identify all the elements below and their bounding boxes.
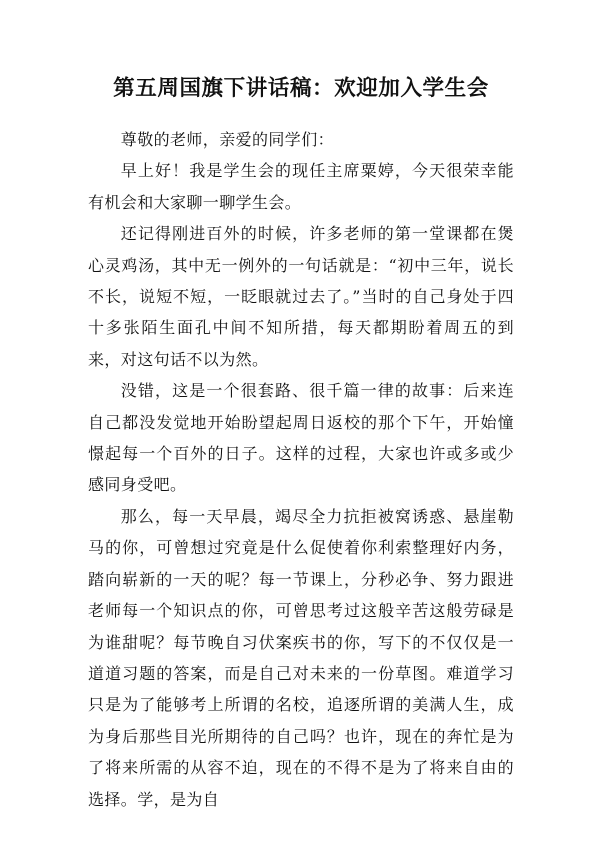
paragraph-memory: 还记得刚进百外的时候，许多老师的第一堂课都在煲心灵鸡汤，其中无一例外的一句话就是：“初中三年，说长不长，说短不短，一眨眼就过去了。”当时的自己身处于四十多张陌生面孔中间不知所措，每天都期盼着周五的到来，对这句话不以为然。 — [88, 224, 514, 369]
paragraph-story: 没错，这是一个很套路、很千篇一律的故事：后来连自己都没发觉地开始盼望起周日返校的那个下午，开始憧憬起每一个百外的日子。这样的过程，大家也许或多或少感同身受吧。 — [88, 381, 514, 495]
paragraph-introduction: 早上好！我是学生会的现任主席粟婷，今天很荣幸能有机会和大家聊一聊学生会。 — [88, 161, 514, 212]
paragraph-reflection: 那么，每一天早晨，竭尽全力抗拒被窝诱惑、悬崖勒马的你，可曾想过究竟是什么促使着你利索整理好内务，踏向崭新的一天的呢？每一节课上，分秒必争、努力跟进老师每一个知识点的你，可曾思考过这般辛苦这般劳碌是为谁甜呢？每节晚自习伏案疾书的你，写下的不仅仅是一道道习题的答案，而是自己对未来的一份草图。难道学习只是为了能够考上所谓的名校，追逐所谓的美满人生，成为身后那些目光所期待的自己吗？也许，现在的奔忙是为了将来所需的从容不迫，现在的不得不是为了将来自由的选择。学，是为自 — [88, 506, 514, 809]
document-title: 第五周国旗下讲话稿：欢迎加入学生会 — [113, 76, 489, 101]
paragraph-greeting: 尊敬的老师，亲爱的同学们： — [120, 130, 334, 149]
